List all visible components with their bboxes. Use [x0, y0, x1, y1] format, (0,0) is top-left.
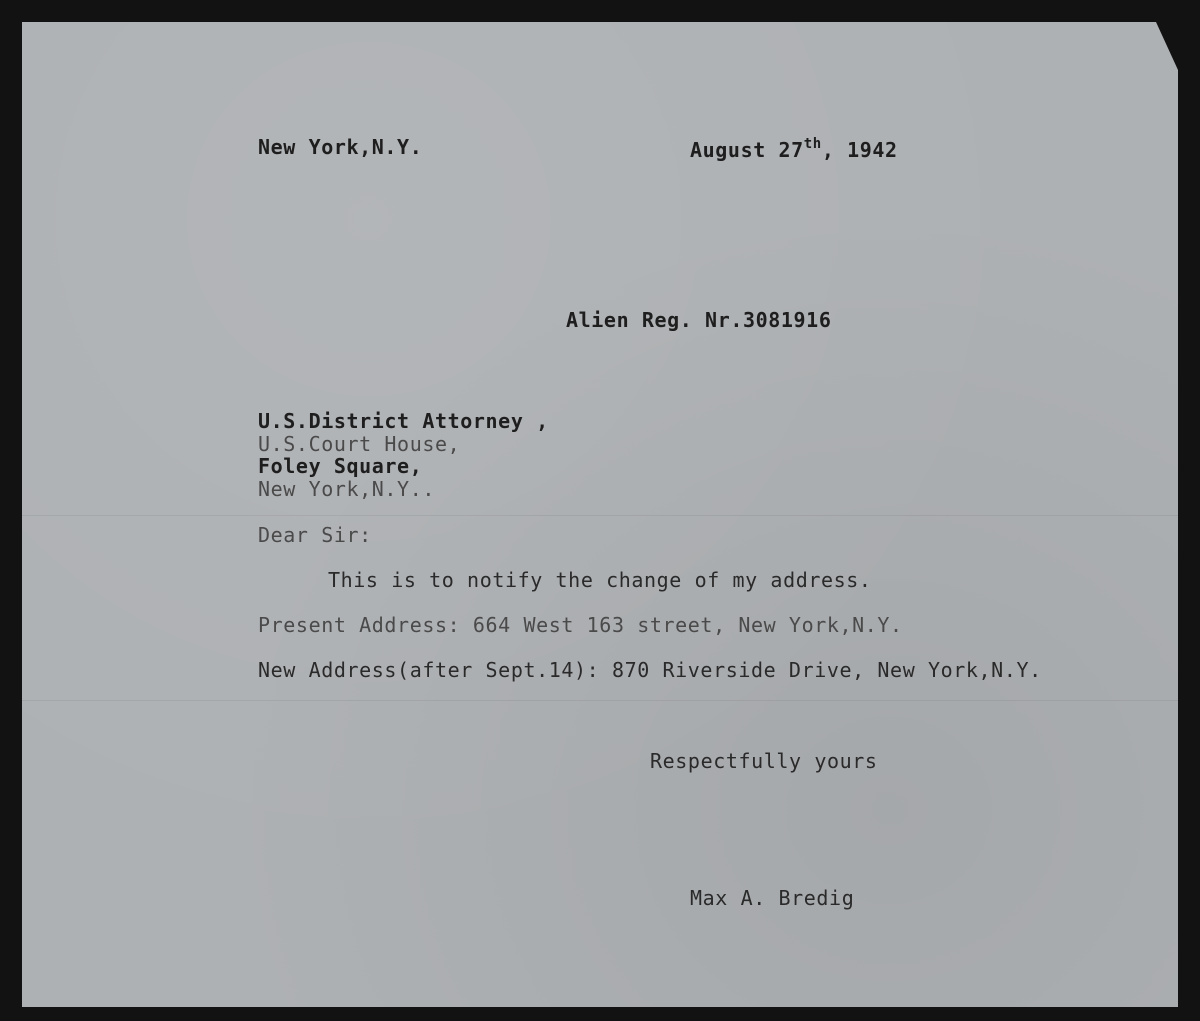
addressee-line-2: U.S.Court House,: [258, 432, 461, 456]
date-line: [690, 137, 898, 160]
torn-corner: [1156, 22, 1178, 70]
place-line: New York,N.Y.: [258, 135, 423, 159]
date-year: , 1942: [821, 138, 898, 162]
new-address-line: New Address(after Sept.14): 870 Riverside Drive, New York,N.Y.: [258, 658, 1042, 682]
addressee-line-4: New York,N.Y..: [258, 477, 435, 501]
signature-line: Max A. Bredig: [690, 886, 855, 910]
date-suffix: th: [803, 136, 822, 152]
present-address-line: Present Address: 664 West 163 street, New York,N.Y.: [258, 613, 903, 637]
addressee-line-3: Foley Square,: [258, 454, 423, 478]
date-month-day: August 27: [690, 138, 804, 162]
alien-reg-number: Alien Reg. Nr.3081916: [566, 308, 832, 332]
paper-fold: [22, 515, 1178, 516]
salutation: Dear Sir:: [258, 523, 372, 547]
paper-fold: [22, 700, 1178, 701]
notice-paragraph: This is to notify the change of my address.: [328, 568, 872, 592]
closing-line: Respectfully yours: [650, 749, 878, 773]
addressee-line-1: U.S.District Attorney ,: [258, 409, 549, 433]
